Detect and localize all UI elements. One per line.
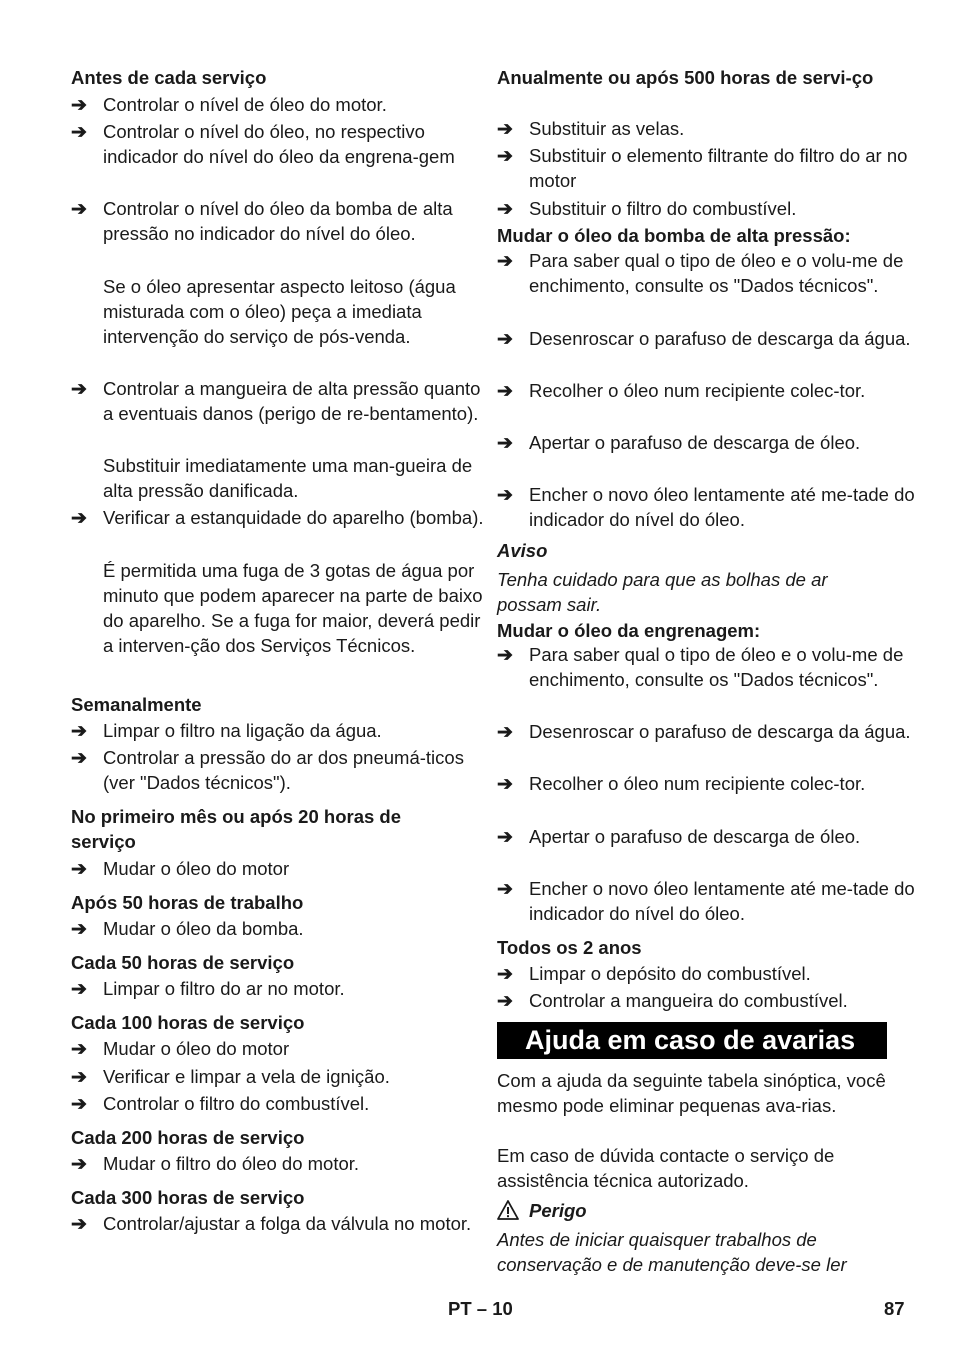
notice-text: Tenha cuidado para que as bolhas de ar possam sair. bbox=[497, 569, 828, 615]
arrow-right-icon: ➔ bbox=[71, 1094, 87, 1115]
arrow-right-icon: ➔ bbox=[497, 991, 513, 1012]
arrow-right-icon: ➔ bbox=[497, 485, 513, 506]
arrow-right-icon: ➔ bbox=[497, 722, 513, 743]
list-item: ➔ Mudar o óleo da bomba. bbox=[71, 918, 304, 940]
list-item: ➔ Controlar a mangueira de alta pressão quanto a eventuais danos (perigo de re-bentamento). bbox=[71, 378, 481, 424]
list-item: ➔ Substituir as velas. bbox=[497, 118, 685, 140]
danger-title: Perigo bbox=[529, 1200, 587, 1221]
page-number: 87 bbox=[884, 1298, 905, 1319]
heading-first-month: No primeiro mês ou após 20 horas de serviço bbox=[71, 806, 402, 852]
heading-every-50-hours: Cada 50 horas de serviço bbox=[71, 952, 295, 973]
list-item: ➔ Verificar a estanquidade do aparelho (bomba). bbox=[71, 507, 484, 529]
arrow-right-icon: ➔ bbox=[497, 774, 513, 795]
arrow-right-icon: ➔ bbox=[71, 1039, 87, 1060]
arrow-right-icon: ➔ bbox=[497, 199, 513, 220]
danger-heading bbox=[497, 1198, 889, 1223]
heading-every-100-hours: Cada 100 horas de serviço bbox=[71, 1012, 305, 1033]
heading-weekly: Semanalmente bbox=[71, 694, 202, 715]
list-item: ➔ Verificar e limpar a vela de ignição. bbox=[71, 1066, 390, 1088]
intro-paragraph-2: Em caso de dúvida contacte o serviço de assistência técnica autorizado. bbox=[497, 1145, 835, 1191]
heading-every-300-hours: Cada 300 horas de serviço bbox=[71, 1187, 305, 1208]
arrow-right-icon: ➔ bbox=[497, 827, 513, 848]
list-item: ➔ Encher o novo óleo lentamente até me-tade do indicador do nível do óleo. bbox=[497, 484, 915, 530]
arrow-right-icon: ➔ bbox=[497, 433, 513, 454]
notice-title: Aviso bbox=[497, 540, 548, 561]
arrow-right-icon: ➔ bbox=[71, 379, 87, 400]
list-item: ➔ Controlar/ajustar a folga da válvula no motor. bbox=[71, 1213, 472, 1235]
warning-triangle-icon bbox=[497, 1199, 519, 1221]
section-banner-troubleshooting: Ajuda em caso de avarias bbox=[497, 1022, 887, 1059]
arrow-right-icon: ➔ bbox=[71, 508, 87, 529]
list-item: ➔ Desenroscar o parafuso de descarga da água. bbox=[497, 721, 911, 743]
heading-before-each-use: Antes de cada serviço bbox=[71, 67, 267, 88]
heading-annually: Anualmente ou após 500 horas de servi-ço bbox=[497, 67, 874, 88]
arrow-right-icon: ➔ bbox=[497, 381, 513, 402]
list-item: ➔ Apertar o parafuso de descarga de óleo. bbox=[497, 826, 861, 848]
arrow-right-icon: ➔ bbox=[71, 721, 87, 742]
arrow-right-icon: ➔ bbox=[497, 964, 513, 985]
intro-paragraph: Com a ajuda da seguinte tabela sinóptica, você mesmo pode eliminar pequenas ava-rias. bbox=[497, 1070, 886, 1116]
heading-change-gear-oil: Mudar o óleo da engrenagem: bbox=[497, 620, 761, 641]
list-item: ➔ Mudar o óleo do motor bbox=[71, 858, 290, 880]
item-note: Substituir imediatamente uma man-gueira de alta pressão danificada. bbox=[103, 455, 473, 501]
list-item: ➔ Substituir o filtro do combustível. bbox=[497, 198, 797, 220]
list-item: ➔ Apertar o parafuso de descarga de óleo. bbox=[497, 432, 861, 454]
arrow-right-icon: ➔ bbox=[71, 1154, 87, 1175]
list-item: ➔ Controlar o nível do óleo, no respectivo indicador do nível do óleo da engrena-gem bbox=[71, 121, 455, 167]
footer-section-label: PT – 10 bbox=[448, 1298, 513, 1319]
heading-change-pump-oil: Mudar o óleo da bomba de alta pressão: bbox=[497, 225, 851, 246]
arrow-right-icon: ➔ bbox=[497, 119, 513, 140]
arrow-right-icon: ➔ bbox=[71, 979, 87, 1000]
arrow-right-icon: ➔ bbox=[71, 919, 87, 940]
list-item: ➔ Limpar o filtro na ligação da água. bbox=[71, 720, 382, 742]
arrow-right-icon: ➔ bbox=[497, 329, 513, 350]
list-item: ➔ Recolher o óleo num recipiente colec-tor. bbox=[497, 380, 866, 402]
arrow-right-icon: ➔ bbox=[497, 146, 513, 167]
heading-every-2-years: Todos os 2 anos bbox=[497, 937, 642, 958]
arrow-right-icon: ➔ bbox=[71, 1067, 87, 1088]
danger-text: Antes de iniciar quaisquer trabalhos de conservação e de manutenção deve-se ler bbox=[497, 1229, 847, 1275]
list-item: ➔ Controlar o nível de óleo do motor. bbox=[71, 94, 387, 116]
list-item: ➔ Encher o novo óleo lentamente até me-tade do indicador do nível do óleo. bbox=[497, 878, 915, 924]
arrow-right-icon: ➔ bbox=[497, 879, 513, 900]
list-item: ➔ Recolher o óleo num recipiente colec-tor. bbox=[497, 773, 866, 795]
arrow-right-icon: ➔ bbox=[71, 95, 87, 116]
list-item: ➔ Controlar o filtro do combustível. bbox=[71, 1093, 370, 1115]
item-note: Se o óleo apresentar aspecto leitoso (água misturada com o óleo) peça a imediata intervenção do serviço de pós-venda. bbox=[103, 276, 456, 347]
arrow-right-icon: ➔ bbox=[71, 1214, 87, 1235]
heading-after-50-hours: Após 50 horas de trabalho bbox=[71, 892, 304, 913]
arrow-right-icon: ➔ bbox=[71, 199, 87, 220]
list-item: ➔ Desenroscar o parafuso de descarga da água. bbox=[497, 328, 911, 350]
list-item: ➔ Controlar a mangueira do combustível. bbox=[497, 990, 848, 1012]
list-item: ➔ Substituir o elemento filtrante do filtro do ar no motor bbox=[497, 145, 908, 191]
heading-every-200-hours: Cada 200 horas de serviço bbox=[71, 1127, 305, 1148]
arrow-right-icon: ➔ bbox=[497, 251, 513, 272]
list-item: ➔ Para saber qual o tipo de óleo e o volu-me de enchimento, consulte os "Dados técnicos". bbox=[497, 644, 904, 690]
arrow-right-icon: ➔ bbox=[497, 645, 513, 666]
arrow-right-icon: ➔ bbox=[71, 859, 87, 880]
list-item: ➔ Mudar o óleo do motor bbox=[71, 1038, 290, 1060]
item-note: É permitida uma fuga de 3 gotas de água por minuto que podem aparecer na parte de baixo do aparelho. Se a fuga for maior, deverá pedir a interven-ção dos Serviços Técnicos. bbox=[103, 560, 483, 656]
list-item: ➔ Controlar a pressão do ar dos pneumá-ticos (ver "Dados técnicos"). bbox=[71, 747, 464, 793]
list-item: ➔ Limpar o filtro do ar no motor. bbox=[71, 978, 345, 1000]
arrow-right-icon: ➔ bbox=[71, 122, 87, 143]
list-item: ➔ Controlar o nível do óleo da bomba de alta pressão no indicador do nível do óleo. bbox=[71, 198, 453, 244]
arrow-right-icon: ➔ bbox=[71, 748, 87, 769]
list-item: ➔ Mudar o filtro do óleo do motor. bbox=[71, 1153, 360, 1175]
list-item: ➔ Para saber qual o tipo de óleo e o volu-me de enchimento, consulte os "Dados técnicos". bbox=[497, 250, 904, 296]
list-item: ➔ Limpar o depósito do combustível. bbox=[497, 963, 811, 985]
